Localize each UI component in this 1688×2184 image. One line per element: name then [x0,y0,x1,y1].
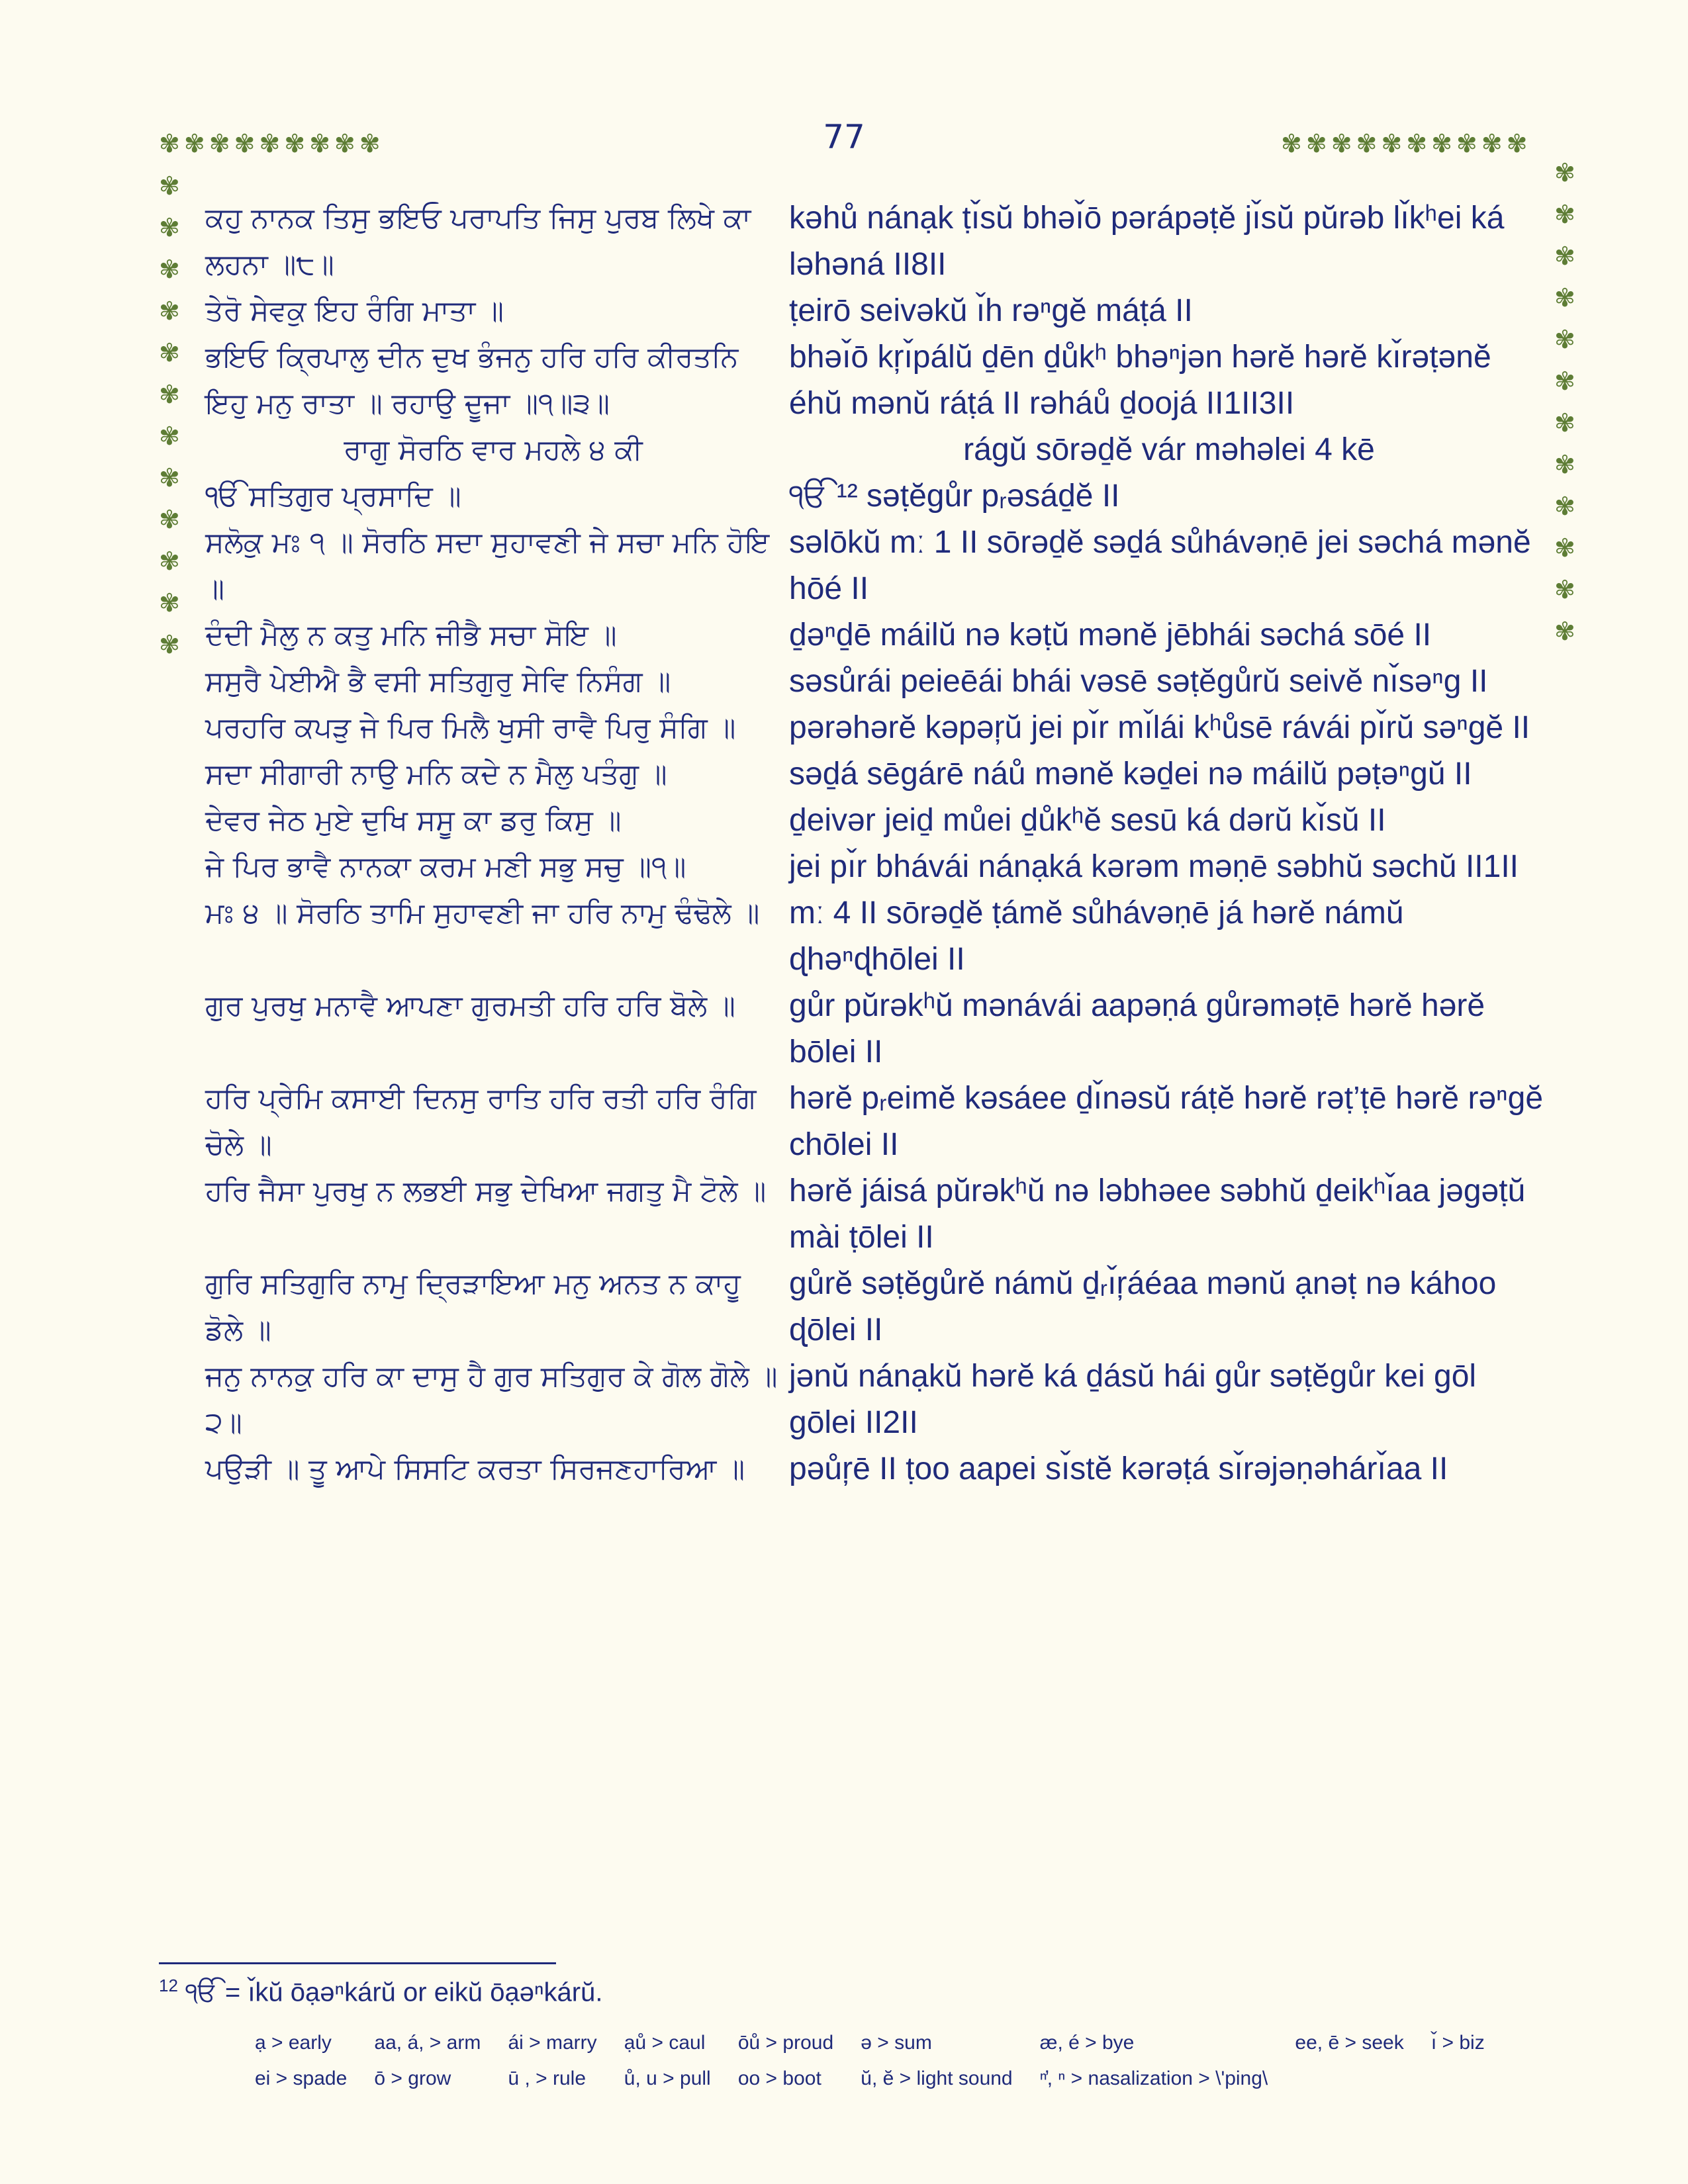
key-entry: ů, u > pull [624,2068,711,2089]
flower-icon: ✾ [159,422,180,451]
gurmukhi-line: ਸਲੋਕੁ ਮਃ ੧ ॥ ਸੋਰਠਿ ਸਦਾ ਸੁਹਾਵਣੀ ਜੇ ਸਚਾ ਮਨਿ ਹੋਇ ॥ [205,526,770,606]
transliteration-line: səlōkŭ mː 1 II sōrəḏĕ səḏá sůhávəṇē jei səchá mənĕ hōé II [789,525,1531,606]
gurmukhi-line: ਸਦਾ ਸੀਗਾਰੀ ਨਾਉ ਮਨਿ ਕਦੇ ਨ ਮੈਲੁ ਪਤੰਗੁ ॥ [205,758,667,791]
footnote-text: ੴ = ı̌kŭ ōạəⁿkárŭ or eikŭ ōạəⁿkárŭ. [185,1978,603,2007]
flower-icon: ✾ [159,588,180,617]
verse-row [205,890,1549,983]
flower-icon: ✾ [1331,129,1356,158]
gurmukhi-line: ਗੁਰ ਪੁਰਖੁ ਮਨਾਵੈ ਆਪਣਾ ਗੁਰਮਤੀ ਹਰਿ ਹਰਿ ਬੋਲੇ ॥ [205,989,735,1023]
verse-row [205,1261,1549,1353]
key-entry: ū , > rule [508,2068,586,2089]
gurmukhi-line: ਪਰਹਰਿ ਕਪੜੁ ਜੇ ਪਿਰ ਮਿਲੈ ਖੁਸੀ ਰਾਵੈ ਪਿਰੁ ਸੰਗਿ ॥ [205,711,736,745]
key-entry [1512,2032,1513,2054]
flower-icon: ✾ [259,129,285,158]
flower-icon: ✾ [334,129,359,158]
flower-icon: ✾ [1456,129,1481,158]
gurmukhi-line: ਪਉੜੀ ॥ ਤੂ ਆਪੇ ਸਿਸਟਿ ਕਰਤਾ ਸਿਰਜਣਹਾਰਿਆ ॥ [205,1453,745,1486]
flower-icon: ✾ [159,171,180,201]
flower-icon: ✾ [1554,408,1575,437]
flower-icon: ✾ [1554,200,1575,229]
key-entry: ⁿ̓, ⁿ > nasalization > \'ping\ [1039,2068,1268,2089]
verse-row [205,844,1549,890]
flower-icon: ✾ [1554,617,1575,646]
transliteration-line: səḏá sēgárē náů mənĕ kəḏei nə máilŭ pəṭəⁿgŭ II [789,756,1472,792]
gurmukhi-line: ਹਰਿ ਪ੍ਰੇਮਿ ਕਸਾਈ ਦਿਨਸੁ ਰਾਤਿ ਹਰਿ ਰਤੀ ਹਰਿ ਰੰਗਿ ਚੋਲੇ ॥ [205,1082,757,1161]
key-entry [1295,2068,1404,2090]
key-entry: æ, é > bye [1039,2032,1135,2054]
flower-icon: ✾ [1406,129,1432,158]
transliteration-line: səsůrái peieēái bhái vəsē səṭĕgůrŭ seivĕ nı̌səⁿg II [789,664,1488,699]
flower-icon: ✾ [1381,129,1407,158]
pronunciation-key [255,2032,1513,2090]
transliteration-line: ḏəⁿḏē máilŭ nə kəṭŭ mənĕ jēbhái səchá sōé II [789,617,1432,653]
verse-row [205,983,1549,1075]
flower-icon: ✾ [309,129,334,158]
gurmukhi-line: ਦੰਦੀ ਮੈਲੁ ਨ ਕਤੁ ਮਨਿ ਜੀਭੈ ਸਚਾ ਸੋਇ ॥ [205,619,617,652]
transliteration-line: mː 4 II sōrəḏĕ ṭámĕ sůhávəṇē já hərĕ námŭ ɖhəⁿɖhōlei II [789,895,1404,977]
gurmukhi-line: ੴ ਸਤਿਗੁਰ ਪ੍ਰਸਾਦਿ ॥ [205,480,461,513]
flower-icon: ✾ [1431,129,1456,158]
flower-icon: ✾ [359,129,385,158]
key-entry: ōů > proud [737,2032,834,2054]
verse-row [205,797,1549,844]
transliteration-line: hərĕ jáisá pŭrəkʰŭ nə ləbhəee səbhŭ ḏeikʰı̌aa jəgəṭŭ mài ṭōlei II [789,1173,1526,1255]
footnote-rule [159,1962,556,1964]
verse-row [205,1353,1549,1446]
flower-icon: ✾ [1356,129,1382,158]
verse-row [205,195,1549,288]
gurmukhi-line: ਮਃ ੪ ॥ ਸੋਰਠਿ ਤਾਮਿ ਸੁਹਾਵਣੀ ਜਾ ਹਰਿ ਨਾਮੁ ਢੰਢੋਲੇ ॥ [205,897,760,930]
transliteration-line: kəhů nánạk ṭı̌sŭ bhəı̌ō pərápəṭĕ jı̌sŭ pŭrəb lı̌kʰei ká ləhəná II8II [789,201,1505,282]
transliteration-line: ṭeirō seivəkŭ ı̌h rəⁿgĕ máṭá II [789,293,1193,328]
transliteration-line: rágŭ sōrəḏĕ vár məhəlei 4 kē [963,432,1375,467]
key-entry: ee, ē > seek [1295,2032,1404,2054]
gurmukhi-line: ਜਨੁ ਨਾਨਕੁ ਹਰਿ ਕਾ ਦਾਸੁ ਹੈ ਗੁਰ ਸਤਿਗੁਰ ਕੇ ਗੋਲ ਗੋਲੇ ॥੨॥ [205,1360,778,1439]
transliteration-line: ੴ ¹² səṭĕgůr pᵣəsáḏĕ II [789,478,1120,514]
flower-icon: ✾ [1554,158,1575,187]
gurmukhi-line: ਜੇ ਪਿਰ ਭਾਵੈ ਨਾਨਕਾ ਕਰਮ ਮਣੀ ਸਭੁ ਸਚੁ ॥੧॥ [205,850,686,884]
verse-row [205,1075,1549,1168]
flower-icon: ✾ [1554,575,1575,604]
verse-row [205,705,1549,751]
flower-icon: ✾ [159,463,180,492]
page-number: 77 [823,118,865,156]
verse-row [205,1168,1549,1261]
flower-icon: ✾ [159,213,180,242]
flower-icon: ✾ [1305,129,1331,158]
flower-icon: ✾ [1554,450,1575,479]
transliteration-line: pəůŗē II ṭoo aapei sı̌stĕ kərəṭá sı̌rəjəṇəhárı̌aa II [789,1451,1448,1486]
verse-row [205,612,1549,659]
verse-row [205,473,1549,520]
transliteration-line: gůr pŭrəkʰŭ mənávái aapəṇá gůrəməṭē hərĕ hərĕ bōlei II [789,988,1485,1069]
verse-row [205,520,1549,612]
footnote-marker: 12 [159,1976,178,1995]
key-entry: ạ > early [255,2032,332,2054]
flower-icon: ✾ [1554,283,1575,312]
key-entry: ei > spade [255,2068,348,2089]
flower-icon: ✾ [1506,129,1532,158]
key-entry [1512,2068,1513,2090]
verse-row [205,751,1549,797]
verse-row [205,427,1549,473]
verse-row [205,334,1549,427]
gurmukhi-line: ਹਰਿ ਜੈਸਾ ਪੁਰਖੁ ਨ ਲਭਈ ਸਭੁ ਦੇਖਿਆ ਜਗਤੁ ਮੈ ਟੋਲੇ ॥ [205,1175,767,1208]
verse-row [205,288,1549,334]
gurmukhi-line: ਭਇਓ ਕ੍ਰਿਪਾਲੁ ਦੀਨ ਦੁਖ ਭੰਜਨੁ ਹਰਿ ਹਰਿ ਕੀਰਤਨਿ ਇਹੁ ਮਨੁ ਰਾਤਾ ॥ ਰਹਾਉ ਦੂਜਾ ॥੧॥੩॥ [205,341,739,420]
flower-icon: ✾ [159,129,184,158]
key-entry: ŭ, ĕ > light sound [861,2068,1013,2089]
flower-icon: ✾ [1481,129,1507,158]
flower-icon: ✾ [1281,129,1306,158]
flower-icon: ✾ [1554,367,1575,396]
gurmukhi-line: ਰਾਗੁ ਸੋਰਠਿ ਵਾਰ ਮਹਲੇ ੪ ਕੀ [344,433,643,467]
key-entry: ō > grow [374,2068,451,2089]
flower-icon: ✾ [159,338,180,367]
flower-icon: ✾ [284,129,310,158]
flower-icon: ✾ [159,380,180,409]
flower-icon: ✾ [1554,533,1575,563]
verse-row [205,659,1549,705]
verse-table [205,195,1549,1492]
transliteration-line: jei pı̌r bhávái nánạká kərəm məṇē səbhŭ səchŭ II1II [789,849,1519,884]
flower-icon: ✾ [234,129,259,158]
transliteration-line: hərĕ pᵣeimĕ kəsáee ḏı̌nəsŭ ráṭĕ hərĕ rəṭ’ṭē hərĕ rəⁿgĕ chōlei II [789,1081,1544,1162]
gurmukhi-line: ਤੇਰੋ ਸੇਵਕੁ ਇਹ ਰੰਗਿ ਮਾਤਾ ॥ [205,295,504,328]
transliteration-line: bhəı̌ō kŗı̌pálŭ ḏēn ḏůkʰ bhəⁿjən hərĕ hərĕ kı̌rəṭənĕ éhŭ mənŭ ráṭá II rəháů ḏoojá II1II3II [789,340,1491,421]
flower-icon: ✾ [1554,325,1575,354]
gurmukhi-line: ਗੁਰਿ ਸਤਿਗੁਰਿ ਨਾਮੁ ਦ੍ਰਿੜਾਇਆ ਮਨੁ ਅਨਤ ਨ ਕਾਹੂ ਡੋਲੇ ॥ [205,1267,741,1347]
flower-icon: ✾ [1554,242,1575,271]
flower-border-right [1554,152,1575,653]
key-entry: ái > marry [508,2032,597,2054]
transliteration-line: jənŭ nánạkŭ hərĕ ká ḏásŭ hái gůr səṭĕgůr kei gōl gōlei II2II [789,1359,1477,1440]
transliteration-line: ḏeivər jeiḏ můei ḏůkʰĕ sesū ká dərŭ kı̌sŭ II [789,803,1386,838]
flower-icon: ✾ [159,255,180,284]
gurmukhi-line: ਦੇਵਰ ਜੇਠ ਮੁਏ ਦੁਖਿ ਸਸੂ ਕਾ ਡਰੁ ਕਿਸੁ ॥ [205,804,622,837]
flower-icon: ✾ [159,296,180,326]
gurmukhi-line: ਕਹੁ ਨਾਨਕ ਤਿਸੁ ਭਇਓ ਪਰਾਪਤਿ ਜਿਸੁ ਪੁਰਬ ਲਿਖੇ ਕਾ ਲਹਨਾ ॥੮॥ [205,202,751,281]
verse-row [205,1446,1549,1492]
flower-icon: ✾ [159,547,180,576]
key-entry: ə > sum [861,2032,932,2054]
key-entry: oo > boot [737,2068,821,2089]
key-entry: aa, á, > arm [374,2032,481,2054]
flower-border-top-right [1281,129,1531,158]
key-entry [1431,2068,1485,2090]
flower-icon: ✾ [159,630,180,659]
flower-border-left [159,165,180,666]
footnote [159,1976,602,2007]
flower-icon: ✾ [159,505,180,534]
flower-icon: ✾ [209,129,234,158]
key-entry: ı̌ > biz [1430,2032,1485,2054]
flower-border-top-left [159,129,385,158]
transliteration-line: gůrĕ səṭĕgůrĕ námŭ ḏᵣı̌ŗáéaa mənŭ ạnəṭ nə káhoo ɖōlei II [789,1266,1497,1347]
flower-icon: ✾ [183,129,209,158]
key-entry: ạů > caul [624,2032,706,2054]
flower-icon: ✾ [1554,492,1575,521]
gurmukhi-line: ਸਸੁਰੈ ਪੇਈਐ ਭੈ ਵਸੀ ਸਤਿਗੁਰੁ ਸੇਵਿ ਨਿਸੰਗ ॥ [205,665,671,698]
transliteration-line: pərəhərĕ kəpəŗŭ jei pı̌r mı̌lái kʰůsē rávái pı̌rŭ səⁿgĕ II [789,710,1530,745]
